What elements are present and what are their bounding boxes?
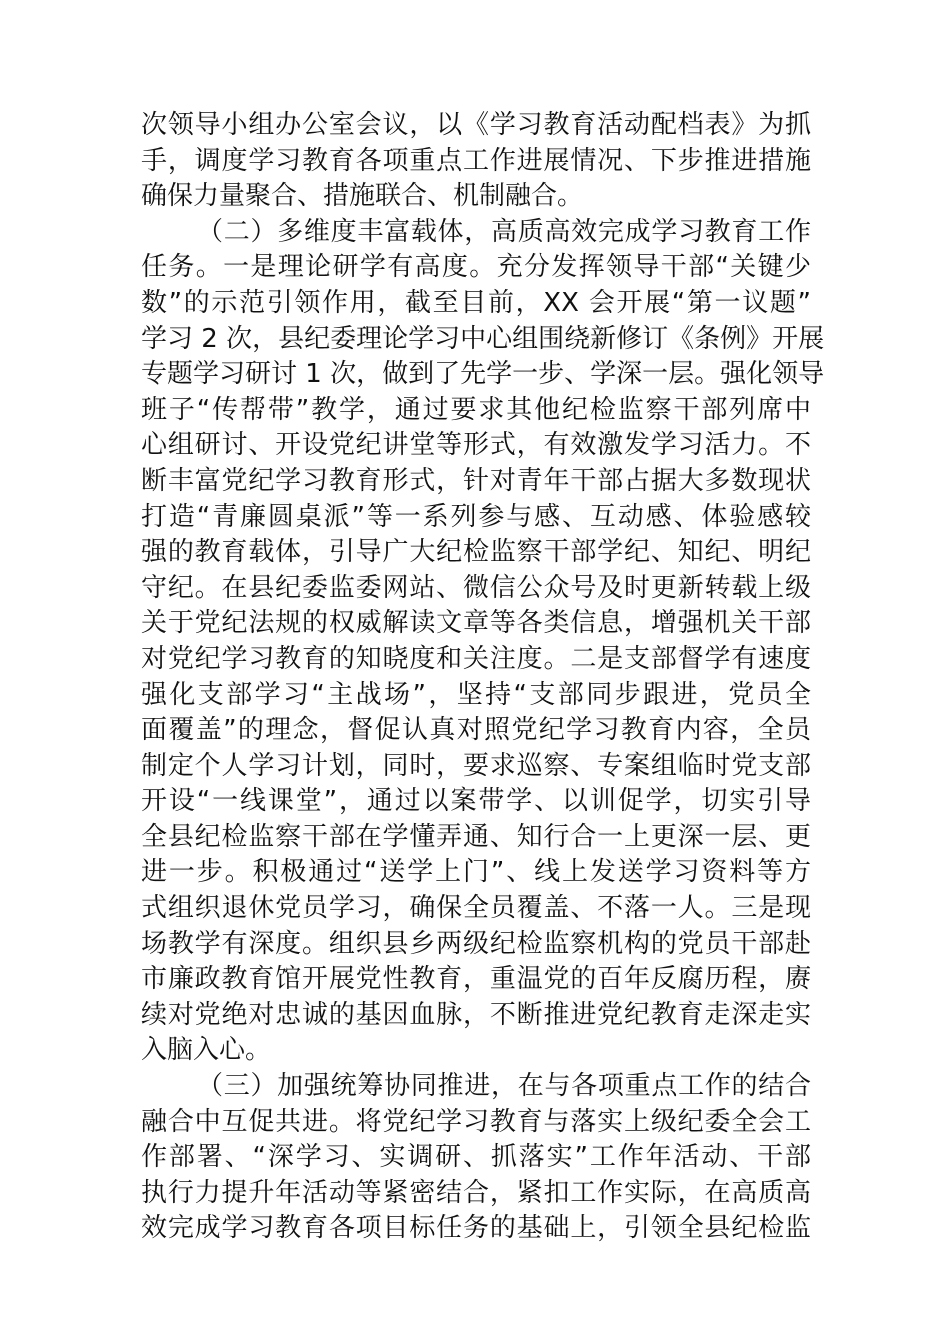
paragraph-1 xyxy=(141,108,811,215)
text-line: 打造“青廉圆桌派”等一系列参与感、互动感、体验感较 xyxy=(141,501,811,532)
text-line: 进一步。积极通过“送学上门”、线上发送学习资料等方 xyxy=(141,857,811,888)
paragraph-2 xyxy=(141,215,825,1069)
text-line: 数”的示范引领作用，截至目前，XX 会开展“第一议题” xyxy=(141,287,811,318)
text-line: 效完成学习教育各项目标任务的基础上，引领全县纪检监 xyxy=(141,1213,811,1244)
text-line: 市廉政教育馆开展党性教育，重温党的百年反腐历程，赓 xyxy=(141,964,811,995)
body-text xyxy=(141,108,825,1247)
text-line: 班子“传帮带”教学，通过要求其他纪检监察干部列席中 xyxy=(141,394,811,425)
text-line: 确保力量聚合、措施联合、机制融合。 xyxy=(141,181,584,212)
text-line: 断丰富党纪学习教育形式，针对青年干部占据大多数现状 xyxy=(141,465,811,496)
text-line: 执行力提升年活动等紧密结合，紧扣工作实际，在高质高 xyxy=(141,1177,811,1208)
text-line: 次领导小组办公室会议，以《学习教育活动配档表》为抓 xyxy=(141,110,811,140)
text-line: 制定个人学习计划，同时，要求巡察、专案组临时党支部 xyxy=(141,750,811,781)
paragraph-3 xyxy=(141,1069,811,1247)
text-line: 续对党绝对忠诚的基因血脉，不断推进党纪教育走深走实 xyxy=(141,999,811,1030)
text-line: 入脑入心。 xyxy=(141,1035,272,1066)
text-line: （二）多维度丰富载体，高质高效完成学习教育工作 xyxy=(197,216,811,247)
text-line: 对党纪学习教育的知晓度和关注度。二是支部督学有速度 xyxy=(141,643,811,674)
text-line: 强的教育载体，引导广大纪检监察干部学纪、知纪、明纪 xyxy=(141,537,811,568)
text-line: 强化支部学习“主战场”，坚持“支部同步跟进，党员全 xyxy=(141,679,811,710)
text-line: 融合中互促共进。将党纪学习教育与落实上级纪委全会工 xyxy=(141,1106,811,1137)
text-line: 心组研讨、开设党纪讲堂等形式，有效激发学习活力。不 xyxy=(141,430,811,461)
text-line: （三）加强统筹协同推进，在与各项重点工作的结合 xyxy=(197,1071,811,1102)
text-line: 全县纪检监察干部在学懂弄通、知行合一上更深一层、更 xyxy=(141,821,811,852)
text-line: 学习 2 次，县纪委理论学习中心组围绕新修订《条例》开展 xyxy=(141,323,825,354)
text-line: 面覆盖”的理念，督促认真对照党纪学习教育内容，全员 xyxy=(141,715,811,746)
text-line: 手，调度学习教育各项重点工作进展情况、下步推进措施 xyxy=(141,145,811,176)
text-line: 开设“一线课堂”，通过以案带学、以训促学，切实引导 xyxy=(141,786,811,817)
text-line: 守纪。在县纪委监委网站、微信公众号及时更新转载上级 xyxy=(141,572,811,603)
text-line: 式组织退休党员学习，确保全员覆盖、不落一人。三是现 xyxy=(141,893,811,924)
text-line: 专题学习研讨 1 次，做到了先学一步、学深一层。强化领导 xyxy=(141,359,825,390)
text-line: 关于党纪法规的权威解读文章等各类信息，增强机关干部 xyxy=(141,608,811,639)
text-line: 场教学有深度。组织县乡两级纪检监察机构的党员干部赴 xyxy=(141,928,811,959)
text-line: 作部署、“深学习、实调研、抓落实”工作年活动、干部 xyxy=(141,1142,811,1173)
text-line: 任务。一是理论研学有高度。充分发挥领导干部“关键少 xyxy=(141,252,811,283)
